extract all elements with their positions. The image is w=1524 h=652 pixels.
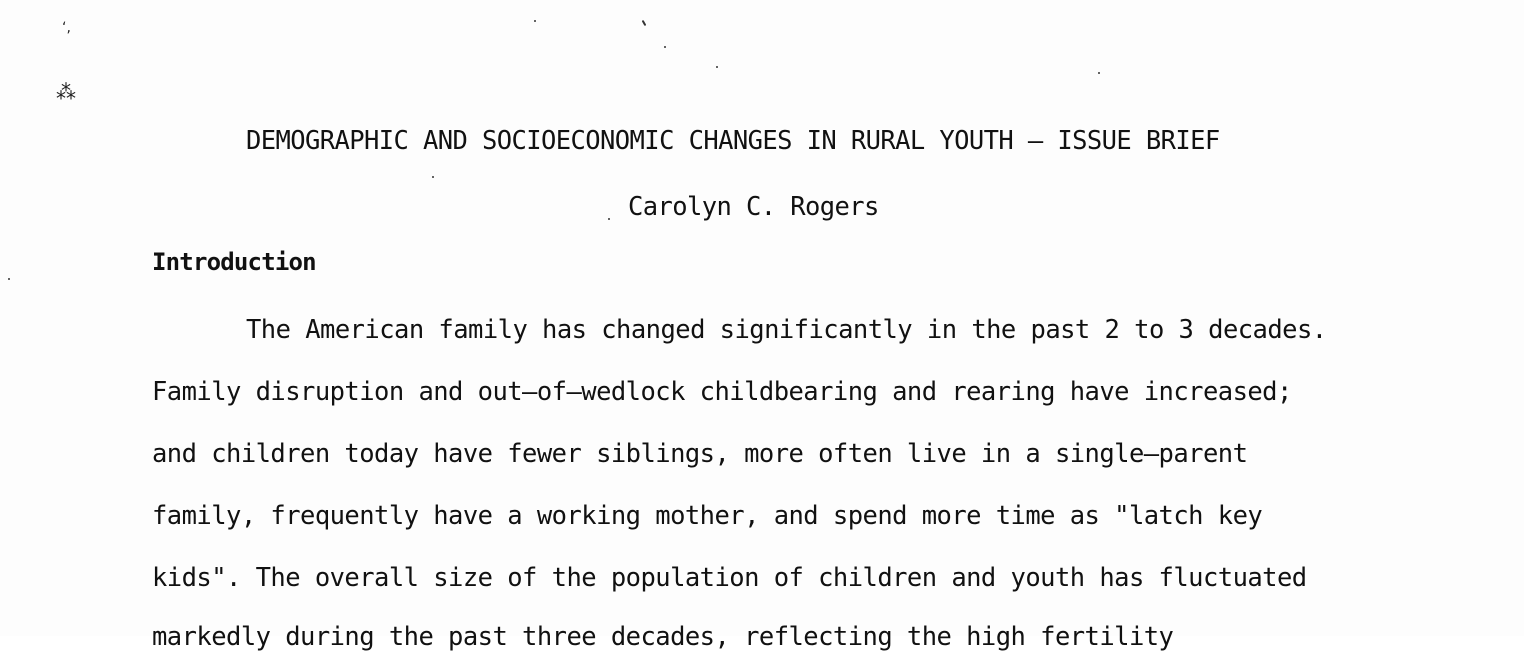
paragraph-line: and children today have fewer siblings, more often live in a single–parent	[152, 439, 1248, 469]
document-title: DEMOGRAPHIC AND SOCIOECONOMIC CHANGES IN RURAL YOUTH – ISSUE BRIEF	[246, 126, 1220, 156]
paragraph-line: Family disruption and out–of–wedlock childbearing and rearing have increased;	[152, 377, 1292, 407]
scan-speck	[534, 20, 536, 22]
paragraph-line: The American family has changed significantly in the past 2 to 3 decades.	[246, 315, 1327, 345]
scan-artifact-mark: ⁂	[56, 80, 76, 104]
document-author: Carolyn C. Rogers	[628, 192, 879, 222]
scan-speck	[608, 218, 610, 220]
scan-artifact-mark: ‘,	[62, 20, 71, 36]
scan-speck	[1098, 72, 1100, 74]
section-heading: Introduction	[152, 248, 316, 276]
scan-speck	[8, 278, 10, 280]
paragraph-line: family, frequently have a working mother, and spend more time as "latch key	[152, 501, 1263, 531]
scan-speck	[664, 46, 666, 48]
scan-speck	[432, 176, 434, 178]
paragraph-line: kids". The overall size of the population of children and youth has fluctuated	[152, 563, 1307, 593]
paragraph-line: markedly during the past three decades, reflecting the high fertility	[152, 622, 1174, 652]
scan-speck	[642, 20, 647, 26]
scan-speck	[716, 66, 718, 68]
